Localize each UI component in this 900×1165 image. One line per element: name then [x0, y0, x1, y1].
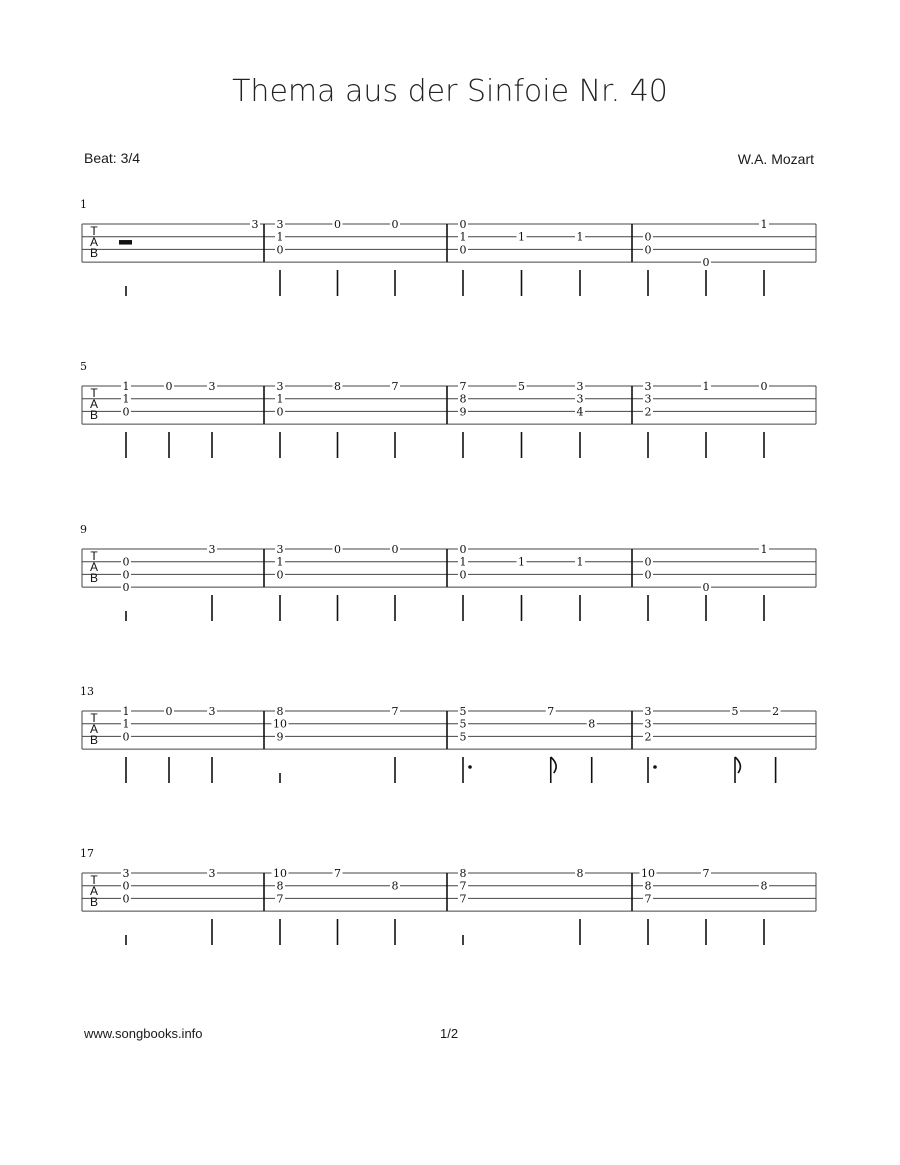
- fret-number: 3: [208, 867, 216, 880]
- fret-number: 2: [644, 730, 652, 744]
- fret-number: 7: [547, 705, 555, 718]
- fret-number: 7: [334, 867, 341, 880]
- fret-number: 5: [731, 705, 739, 718]
- tab-clef-letter: B: [89, 246, 99, 260]
- fret-number: 0: [644, 568, 652, 582]
- fret-number: 7: [276, 892, 284, 906]
- fret-number: 0: [760, 380, 768, 393]
- fret-number: 3: [644, 717, 652, 731]
- fret-number: 1: [459, 555, 467, 569]
- fret-number: 5: [518, 380, 525, 393]
- fret-number: 0: [644, 243, 652, 257]
- fret-number: 7: [459, 380, 467, 393]
- fret-number: 1: [760, 218, 768, 231]
- fret-number: 8: [276, 879, 284, 893]
- fret-number: 0: [644, 230, 652, 244]
- dot: [468, 765, 472, 769]
- fret-number: 1: [276, 555, 284, 569]
- fret-number: 0: [122, 581, 130, 595]
- measure-number: 1: [80, 198, 87, 211]
- fret-number: 3: [276, 380, 284, 393]
- fret-number: 3: [276, 218, 284, 231]
- fret-number: 7: [459, 879, 467, 893]
- fret-number: 1: [576, 230, 584, 244]
- dot: [653, 765, 657, 769]
- fret-number: 7: [391, 380, 399, 393]
- fret-number: 0: [122, 730, 130, 744]
- fret-number: 1: [276, 392, 284, 406]
- fret-number: 0: [122, 405, 130, 419]
- tab-clef-letter: T: [90, 711, 98, 725]
- fret-number: 8: [644, 879, 652, 893]
- tab-clef-letter: A: [89, 397, 99, 411]
- fret-number: 9: [276, 730, 284, 744]
- fret-number: 0: [165, 705, 173, 718]
- tab-clef-letter: T: [90, 386, 98, 400]
- fret-number: 3: [276, 543, 284, 556]
- tab-clef-letter: A: [89, 560, 99, 574]
- fret-number: 1: [459, 230, 467, 244]
- tab-clef-letter: T: [90, 549, 98, 563]
- tab-clef-letter: A: [89, 235, 99, 249]
- fret-number: 5: [459, 730, 467, 744]
- fret-number: 3: [251, 218, 259, 231]
- fret-number: 1: [276, 230, 284, 244]
- fret-number: 3: [644, 392, 652, 406]
- fret-number: 0: [276, 405, 284, 419]
- half-rest: [119, 240, 132, 245]
- fret-number: 0: [391, 543, 399, 556]
- fret-number: 8: [760, 879, 768, 893]
- tab-clef-letter: A: [89, 722, 99, 736]
- fret-number: 0: [334, 543, 341, 556]
- fret-number: 8: [391, 879, 399, 893]
- fret-number: 1: [122, 705, 130, 718]
- fret-number: 0: [702, 581, 710, 595]
- fret-number: 10: [273, 717, 287, 731]
- fret-number: 8: [334, 380, 341, 393]
- fret-number: 4: [576, 405, 584, 419]
- fret-number: 0: [459, 243, 467, 257]
- measure-number: 13: [80, 685, 94, 698]
- fret-number: 5: [459, 717, 467, 731]
- tab-clef-letter: T: [90, 873, 98, 887]
- fret-number: 0: [644, 555, 652, 569]
- fret-number: 0: [459, 568, 467, 582]
- fret-number: 7: [391, 705, 399, 718]
- fret-number: 10: [641, 867, 655, 880]
- tab-clef-letter: T: [90, 224, 98, 238]
- fret-number: 8: [276, 705, 284, 718]
- composer-label: W.A. Mozart: [737, 151, 814, 167]
- tab-clef-letter: B: [89, 895, 99, 909]
- fret-number: 7: [702, 867, 710, 880]
- fret-number: 3: [576, 380, 584, 393]
- fret-number: 3: [122, 867, 130, 880]
- fret-number: 8: [459, 392, 467, 406]
- time-signature-label: Beat: 3/4: [84, 150, 141, 166]
- fret-number: 3: [576, 392, 584, 406]
- fret-number: 0: [122, 568, 130, 582]
- fret-number: 10: [273, 867, 287, 880]
- fret-number: 0: [702, 256, 710, 270]
- fret-number: 2: [772, 705, 780, 718]
- fret-number: 7: [644, 892, 652, 906]
- tab-clef-letter: B: [89, 408, 99, 422]
- tab-clef-letter: B: [89, 571, 99, 585]
- fret-number: 0: [391, 218, 399, 231]
- fret-number: 0: [334, 218, 341, 231]
- fret-number: 0: [122, 555, 130, 569]
- fret-number: 0: [122, 879, 130, 893]
- tab-clef-letter: B: [89, 733, 99, 747]
- fret-number: 3: [208, 543, 216, 556]
- fret-number: 9: [459, 405, 467, 419]
- eighth-flag: [551, 757, 556, 773]
- fret-number: 1: [760, 543, 768, 556]
- fret-number: 8: [588, 717, 596, 731]
- measure-number: 9: [80, 523, 87, 536]
- fret-number: 5: [459, 705, 467, 718]
- fret-number: 3: [644, 380, 652, 393]
- score-title: Thema aus der Sinfoie Nr. 40: [232, 74, 668, 109]
- fret-number: 0: [276, 243, 284, 257]
- fret-number: 1: [518, 555, 525, 569]
- fret-number: 3: [208, 380, 216, 393]
- fret-number: 1: [122, 392, 130, 406]
- fret-number: 7: [459, 892, 467, 906]
- fret-number: 1: [702, 380, 710, 393]
- fret-number: 0: [122, 892, 130, 906]
- fret-number: 1: [122, 717, 130, 731]
- fret-number: 3: [208, 705, 216, 718]
- fret-number: 1: [122, 380, 130, 393]
- fret-number: 1: [518, 230, 525, 244]
- footer-url: www.songbooks.info: [84, 1026, 203, 1041]
- fret-number: 0: [165, 380, 173, 393]
- fret-number: 8: [459, 867, 467, 880]
- fret-number: 0: [459, 543, 467, 556]
- fret-number: 2: [644, 405, 652, 419]
- fret-number: 8: [576, 867, 584, 880]
- fret-number: 3: [644, 705, 652, 718]
- page-number: 1/2: [440, 1026, 459, 1041]
- tab-clef-letter: A: [89, 884, 99, 898]
- measure-number: 17: [80, 847, 94, 860]
- eighth-flag: [735, 757, 740, 773]
- fret-number: 0: [459, 218, 467, 231]
- fret-number: 1: [576, 555, 584, 569]
- measure-number: 5: [80, 360, 87, 373]
- fret-number: 0: [276, 568, 284, 582]
